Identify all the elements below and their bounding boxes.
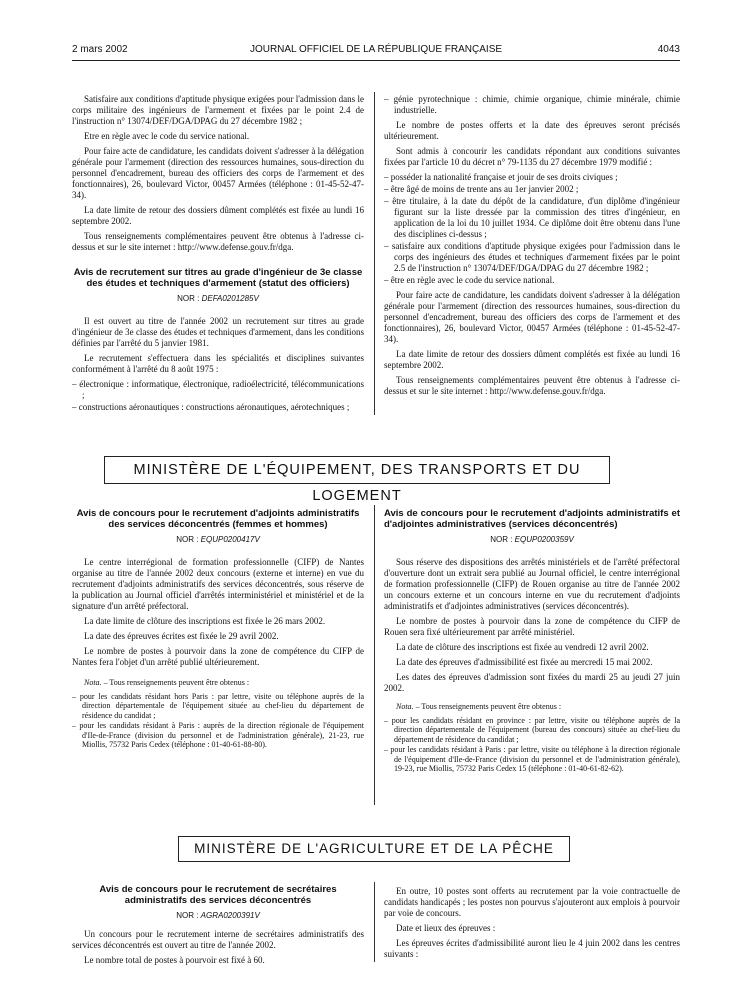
paragraph: Les épreuves écrites d'admissibilité auront lieu le 4 juin 2002 dans les centres suivants : [384,938,680,959]
nor-reference: NOR : AGRA0200391V [176,911,260,920]
paragraph: En outre, 10 postes sont offerts au recrutement par la voie contractuelle de candidats handicapés ; les postes non pourvus s'ajouteront aux emplois à pourvoir par voie de concours. [384,886,680,918]
list-item: – électronique : informatique, électronique, radioélectricité, télécommunications ; [72,379,364,401]
nor-reference: NOR : DEFA0201285V [177,294,259,303]
paragraph: Date et lieux des épreuves : [396,923,496,933]
list-item: – posséder la nationalité française et jouir de ses droits civiques ; [384,172,680,183]
paragraph: La date limite de clôture des inscriptions est fixée le 26 mars 2002. [84,616,326,626]
paragraph: La date de clôture des inscriptions est fixée au vendredi 12 avril 2002. [396,642,649,652]
paragraph: La date des épreuves écrites est fixée le 29 avril 2002. [84,631,279,641]
paragraph: Etre en règle avec le code du service national. [84,131,250,141]
paragraph: Pour faire acte de candidature, les candidats doivent s'adresser à la délégation générale pour l'armement (direction des ressources humaines, sous-direction du personnel d'encadrement, bureau des officiers des corps de l'armement et des fonctionnaires), 26, boulevard Victor, 00457 Armées (téléphone : 01-45-52-47-34). [384,290,680,344]
ministry-heading: MINISTÈRE DE L'ÉQUIPEMENT, DES TRANSPORTS ET DU LOGEMENT [104,456,610,484]
list-item: – pour les candidats résidant à Paris : par lettre, visite ou téléphone à la direction régionale de l'équipement d'Ile-de-France (division du personnel et de l'administration générale), 19-23, rue Miollis, 75732 Paris Cedex 15 (téléphone : 01-40-61-82-62). [384,745,680,774]
paragraph: Pour faire acte de candidature, les candidats doivent s'adresser à la délégation générale pour l'armement (direction des ressources humaines, sous-direction du personnel d'encadrement, bureau des officiers des corps de l'armement et des fonctionnaires), 26, boulevard Victor, 00457 Armées (téléphone : 01-45-52-47-34). [72,146,364,200]
list-item: – pour les candidats résidant en province : par lettre, visite ou téléphone auprès de la direction départementale de l'équipement (bureau des concours) située au chef-lieu du département de résidence du candidat ; [384,716,680,745]
paragraph: Sont admis à concourir les candidats répondant aux conditions suivantes fixées par l'article 10 du décret n° 79-1135 du 27 décembre 1979 modifié : [384,146,680,167]
paragraph: Le nombre de postes offerts et la date des épreuves seront précisés ultérieurement. [384,120,680,141]
paragraph: Le recrutement s'effectuera dans les spécialités et disciplines suivantes conformément à l'arrêté du 8 août 1975 : [72,353,364,374]
list [384,94,680,116]
bottom-right-column [384,886,680,964]
paragraph: Tous renseignements complémentaires peuvent être obtenus à l'adresse ci-dessus et sur le site internet : http://www.defense.gouv.fr/dga. [384,375,680,396]
nor-reference: NOR : EQUP0200417V [176,535,260,544]
list [72,692,364,750]
column-separator [374,505,375,805]
list-item: – satisfaire aux conditions d'aptitude physique exigées pour l'admission dans le corps des ingénieurs des études et techniques d'armement fixées par le point 2.5 de l'instruction n° 13074/DEF/DGA/DPAG du 27 décembre 1982 ; [384,241,680,274]
notice-title: Avis de recrutement sur titres au grade d'ingénieur de 3e classe des études et techniques d'armement (statut des officiers) [73,267,363,289]
notice-title: Avis de concours pour le recrutement de secrétaires administratifs des services déconcentrés [99,884,337,906]
page-header [72,44,680,58]
paragraph: Le nombre de postes à pourvoir dans la zone de compétence du CIFP de Nantes fera l'objet d'un arrêté publié ultérieurement. [72,646,364,667]
top-right-column [384,94,680,401]
list-item: – être âgé de moins de trente ans au 1er janvier 2002 ; [384,184,680,195]
list-item: – être titulaire, à la date du dépôt de la candidature, d'un diplôme d'ingénieur figurant sur la liste dressée par la commission des titres d'ingénieur, en application de la loi du 10 juillet 1934. Ce diplôme doit être obtenu dans l'une des disciplines ci-dessus ; [384,196,680,240]
note-block [72,678,364,750]
list [384,716,680,774]
header-rule [72,60,680,61]
paragraph: Satisfaire aux conditions d'aptitude physique exigées pour l'admission dans le corps militaire des ingénieurs de l'armement et fixées par le point 2.4 de l'instruction n° 13074/DEF/DGA/DPAG du 27 décembre 1982 ; [72,94,364,126]
column-separator [374,92,375,415]
journal-title: JOURNAL OFFICIEL DE LA RÉPUBLIQUE FRANÇAISE [249,44,503,55]
paragraph: Le nombre de postes à pourvoir dans la zone de compétence du CIFP de Rouen sera fixé ultérieurement par arrêté ministériel. [384,616,680,637]
list [72,379,364,413]
mid-left-column [72,508,364,754]
paragraph: La date des épreuves d'admissibilité est fixée au mercredi 15 mai 2002. [396,657,653,667]
list-item: – constructions aéronautiques : constructions aéronautiques, aérotechniques ; [72,402,364,413]
list-item: – pour les candidats résidant hors Paris : par lettre, visite ou téléphone auprès de la direction départementale de l'équipement située au chef-lieu du département de résidence du candidat ; [72,692,364,721]
notice-title: Avis de concours pour le recrutement d'adjoints administratifs des services déconcentrés (femmes et hommes) [76,508,360,530]
note-block [384,702,680,774]
paragraph: Sous réserve des dispositions des arrêtés ministériels et de l'arrêté préfectoral d'ouverture dont un extrait sera publié au Journal officiel, le centre interrégional de formation professionnelle (CIFP) de Rouen organise au titre de l'année 2002 un concours externe et un concours interne en vue du recrutement d'adjoints administratifs et d'adjointes administratives (services déconcentrés). [384,557,680,611]
list [384,172,680,286]
paragraph: Il est ouvert au titre de l'année 2002 un recrutement sur titres au grade d'ingénieur de 3e classe des études et techniques d'armement, dans les conditions définies par l'arrêté du 5 janvier 1981. [72,316,364,348]
top-left-column [72,94,364,417]
issue-date: 2 mars 2002 [72,44,128,55]
note-intro: Nota. – Tous renseignements peuvent être obtenus : [396,702,562,711]
note-intro: Nota. – Tous renseignements peuvent être obtenus : [84,678,250,687]
list-item: – être en règle avec le code du service national. [384,275,680,286]
page-number: 4043 [657,44,680,55]
paragraph: Un concours pour le recrutement interne de secrétaires administratifs des services déconcentrés est ouvert au titre de l'année 2002. [72,929,364,950]
nor-reference: NOR : EQUP0200359V [490,535,574,544]
notice-title: Avis de concours pour le recrutement d'adjoints administratifs et d'adjointes administratives (services déconcentrés) [384,508,680,530]
paragraph: Le centre interrégional de formation professionnelle (CIFP) de Nantes organise au titre de l'année 2002 deux concours (externe et interne) en vue du recrutement d'adjoints administratifs des services déconcentrés, sous réserve de la publication au Journal officiel d'arrêtés interministériel et ministériel et de la signature d'un arrêté préfectoral. [72,557,364,611]
paragraph: Tous renseignements complémentaires peuvent être obtenus à l'adresse ci-dessus et sur le site internet : http://www.defense.gouv.fr/dga. [72,231,364,252]
bottom-left-column [72,884,364,970]
paragraph: La date limite de retour des dossiers dûment complétés est fixée au lundi 16 septembre 2002. [72,205,364,226]
paragraph: Le nombre total de postes à pourvoir est fixé à 60. [84,955,265,965]
paragraph: Les dates des épreuves d'admission sont fixées du mardi 25 au jeudi 27 juin 2002. [384,672,680,693]
list-item: – pour les candidats résidant à Paris : auprès de la direction régionale de l'équipement d'Ile-de-France (division du personnel et de l'administration générale), 21-23, rue Miollis, 75732 Paris Cedex (téléphone : 01-40-61-88-80). [72,721,364,750]
mid-right-column [384,508,680,778]
ministry-heading: MINISTÈRE DE L'AGRICULTURE ET DE LA PÊCHE [178,836,570,862]
column-separator [374,882,375,962]
list-item: – génie pyrotechnique : chimie, chimie organique, chimie minérale, chimie industrielle. [384,94,680,116]
paragraph: La date limite de retour des dossiers dûment complétés est fixée au lundi 16 septembre 2002. [384,349,680,370]
